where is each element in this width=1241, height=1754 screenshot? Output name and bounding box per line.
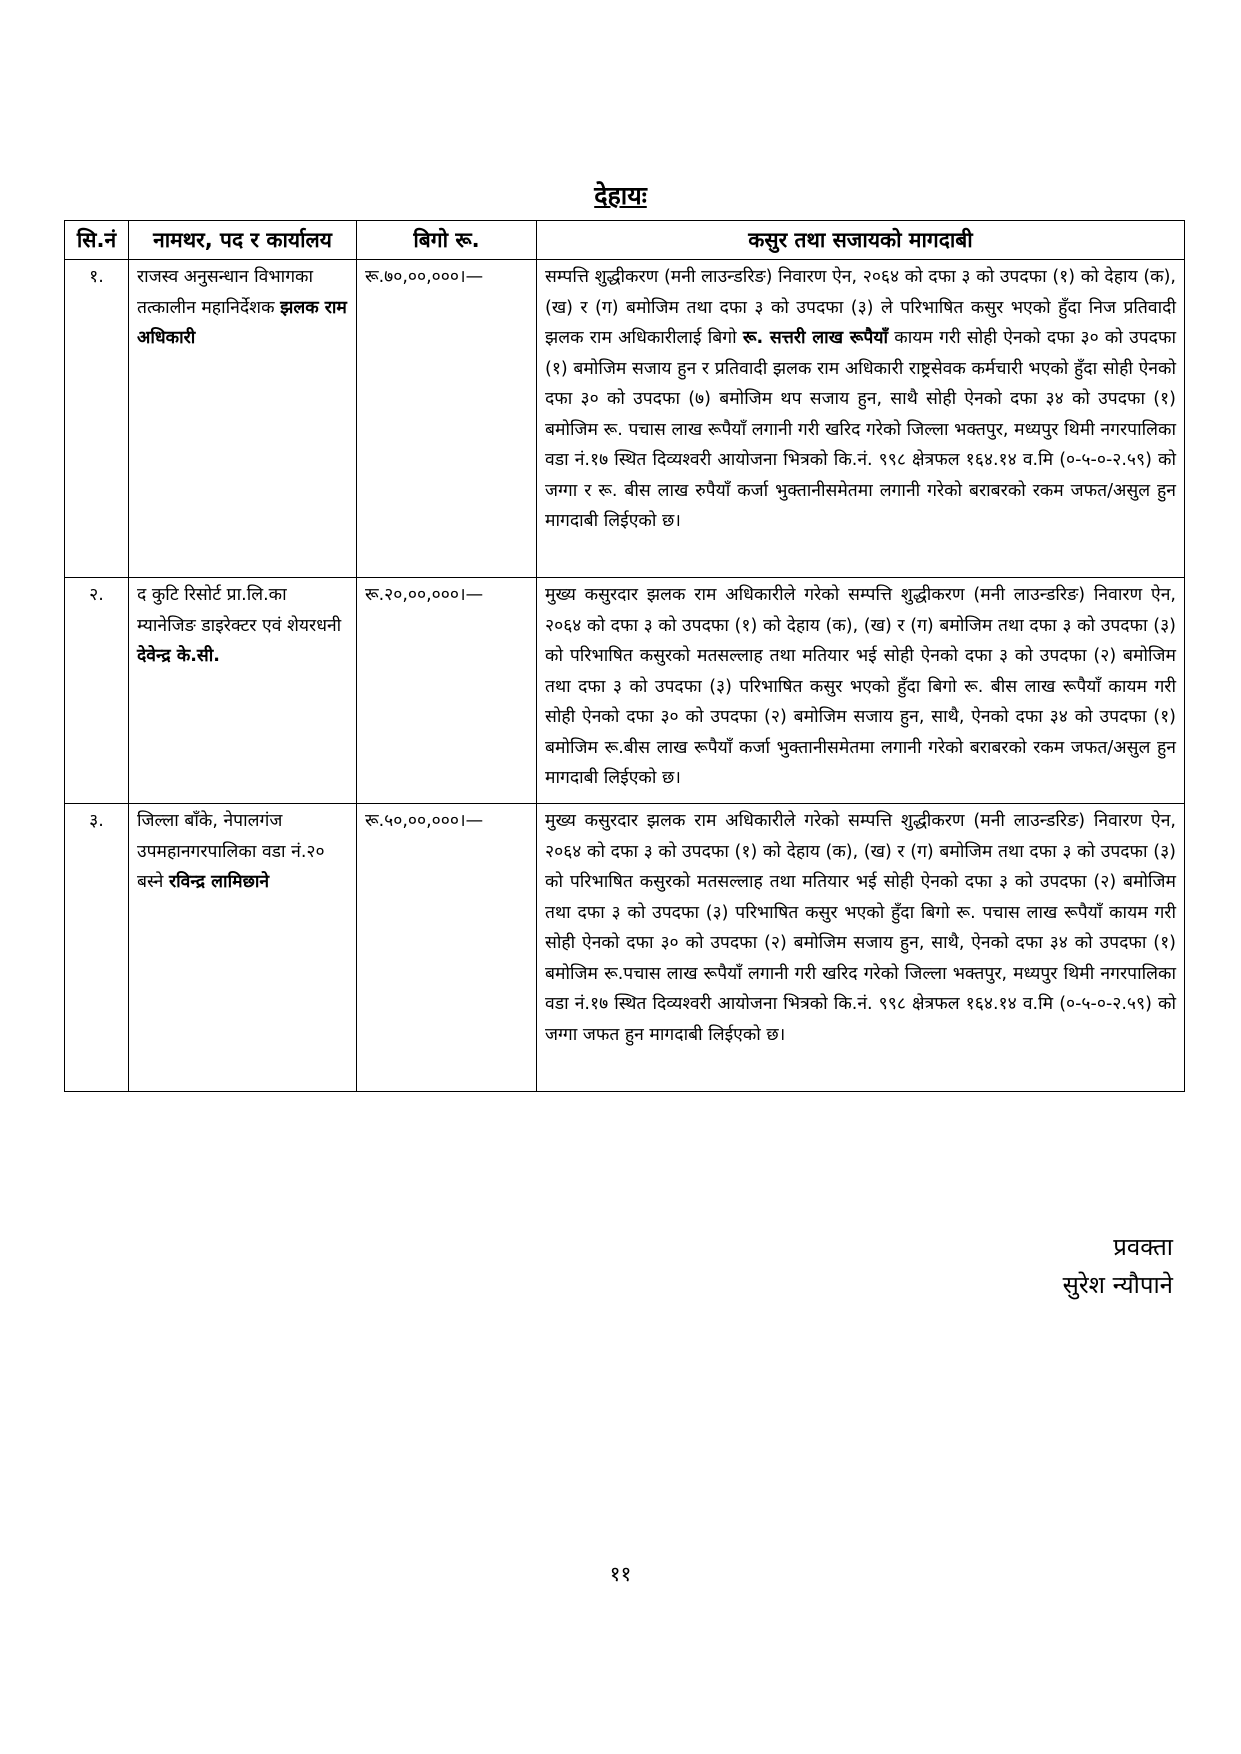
person-cell	[129, 578, 357, 804]
serial-number: १.	[65, 260, 129, 578]
signatory-title: प्रवक्ता	[1113, 1233, 1173, 1261]
serial-number: २.	[65, 578, 129, 804]
section-heading: देहायः	[594, 181, 647, 210]
person-name: झलक राम अधिकारी	[137, 297, 347, 348]
serial-number: ३.	[65, 804, 129, 1092]
amount-cell: रू.५०,००,०००।—	[357, 804, 537, 1092]
header-charges-claims: कसुर तथा सजायको मागदाबी	[537, 221, 1185, 260]
charges-table	[64, 220, 1185, 1092]
amount-cell: रू.७०,००,०००।—	[357, 260, 537, 578]
claim-text-bold: रू. सत्तरी लाख रूपैयाँ	[742, 328, 889, 348]
person-cell	[129, 804, 357, 1092]
claim-description	[537, 804, 1185, 1092]
page-number: ११	[609, 1562, 632, 1586]
table-row	[65, 578, 1185, 804]
table-header-row	[65, 221, 1185, 260]
amount-cell: रू.२०,००,०००।—	[357, 578, 537, 804]
person-description: राजस्व अनुसन्धान विभागका तत्कालीन महानिर्देशक	[137, 267, 314, 318]
person-cell	[129, 260, 357, 578]
table-row	[65, 804, 1185, 1092]
person-description: जिल्ला बाँके, नेपालगंज उपमहानगरपालिका वडा नं.२० बस्ने	[137, 811, 325, 892]
person-name: रविन्द्र लामिछाने	[168, 872, 270, 892]
claim-text-part1: मुख्य कसुरदार झलक राम अधिकारीले गरेको सम्पत्ति शुद्धीकरण (मनी लाउन्डरिङ) निवारण ऐन, २०६४ को दफा ३ को उपदफा (१) को देहाय (क), (ख) र (ग) बमोजिम तथा दफा ३ को उपदफा (३) को परिभाषित कसुरको मतसल्लाह तथा मतियार भई सोही ऐनको दफा ३ को उपदफा (२) बमोजिम तथा दफा ३ को उपदफा (३) परिभाषित कसुर भएको हुँदा बिगो रू. बीस लाख रूपैयाँ कायम गरी सोही ऐनको दफा ३० को उपदफा (२) बमोजिम सजाय हुन, साथै, ऐनको दफा ३४ को उपदफा (१) बमोजिम रू.बीस लाख रूपैयाँ कर्जा भुक्तानीसमेतमा लगानी गरेको बराबरको रकम जफत/असुल हुन मागदाबी लिईएको छ।	[545, 585, 1176, 788]
header-serial: सि.नं	[65, 221, 129, 260]
claim-description	[537, 578, 1185, 804]
header-name-post-office: नामथर, पद र कार्यालय	[129, 221, 357, 260]
claim-text-part2: कायम गरी सोही ऐनको दफा ३० को उपदफा (१) बमोजिम सजाय हुन र प्रतिवादी झलक राम अधिकारी राष्ट्रसेवक कर्मचारी भएको हुँदा सोही ऐनको दफा ३० को उपदफा (७) बमोजिम थप सजाय हुन, साथै सोही ऐनको दफा ३४ को उपदफा (१) बमोजिम रू. पचास लाख रूपैयाँ लगानी गरी खरिद गरेको जिल्ला भक्तपुर, मध्यपुर थिमी नगरपालिका वडा नं.१७ स्थित दिव्यश्वरी आयोजना भित्रको कि.नं. ९९८ क्षेत्रफल १६४.१४ व.मि (०-५-०-२.५९) को जग्गा र रू. बीस लाख रुपैयाँ कर्जा भुक्तानीसमेतमा लगानी गरेको बराबरको रकम जफत/असुल हुन मागदाबी लिईएको छ।	[545, 328, 1176, 531]
person-description: द कुटि रिसोर्ट प्रा.लि.का म्यानेजिङ डाइरेक्टर एवं शेयरधनी	[137, 585, 342, 636]
claim-text-part1: सम्पत्ति शुद्धीकरण (मनी लाउन्डरिङ) निवारण ऐन, २०६४ को दफा ३ को उपदफा (१) को देहाय (क), (ख) र (ग) बमोजिम तथा दफा ३ को उपदफा (३) ले परिभाषित कसुर भएको हुँदा निज प्रतिवादी झलक राम अधिकारीलाई बिगो	[545, 267, 1176, 348]
signatory-name: सुरेश न्यौपाने	[1062, 1271, 1173, 1299]
header-amount: बिगो रू.	[357, 221, 537, 260]
signature-block	[1063, 1228, 1173, 1304]
person-name: देवेन्द्र के.सी.	[137, 646, 220, 666]
table-row	[65, 260, 1185, 578]
claim-description	[537, 260, 1185, 578]
claim-text-part1: मुख्य कसुरदार झलक राम अधिकारीले गरेको सम्पत्ति शुद्धीकरण (मनी लाउन्डरिङ) निवारण ऐन, २०६४ को दफा ३ को उपदफा (१) को देहाय (क), (ख) र (ग) बमोजिम तथा दफा ३ को उपदफा (३) को परिभाषित कसुरको मतसल्लाह तथा मतियार भई सोही ऐनको दफा ३ को उपदफा (२) बमोजिम तथा दफा ३ को उपदफा (३) परिभाषित कसुर भएको हुँदा बिगो रू. पचास लाख रूपैयाँ कायम गरी सोही ऐनको दफा ३० को उपदफा (२) बमोजिम सजाय हुन, साथै, ऐनको दफा ३४ को उपदफा (१) बमोजिम रू.पचास लाख रूपैयाँ लगानी गरी खरिद गरेको जिल्ला भक्तपुर, मध्यपुर थिमी नगरपालिका वडा नं.१७ स्थित दिव्यश्वरी आयोजना भित्रको कि.नं. ९९८ क्षेत्रफल १६४.१४ व.मि (०-५-०-२.५९) को जग्गा जफत हुन मागदाबी लिईएको छ।	[545, 811, 1176, 1045]
